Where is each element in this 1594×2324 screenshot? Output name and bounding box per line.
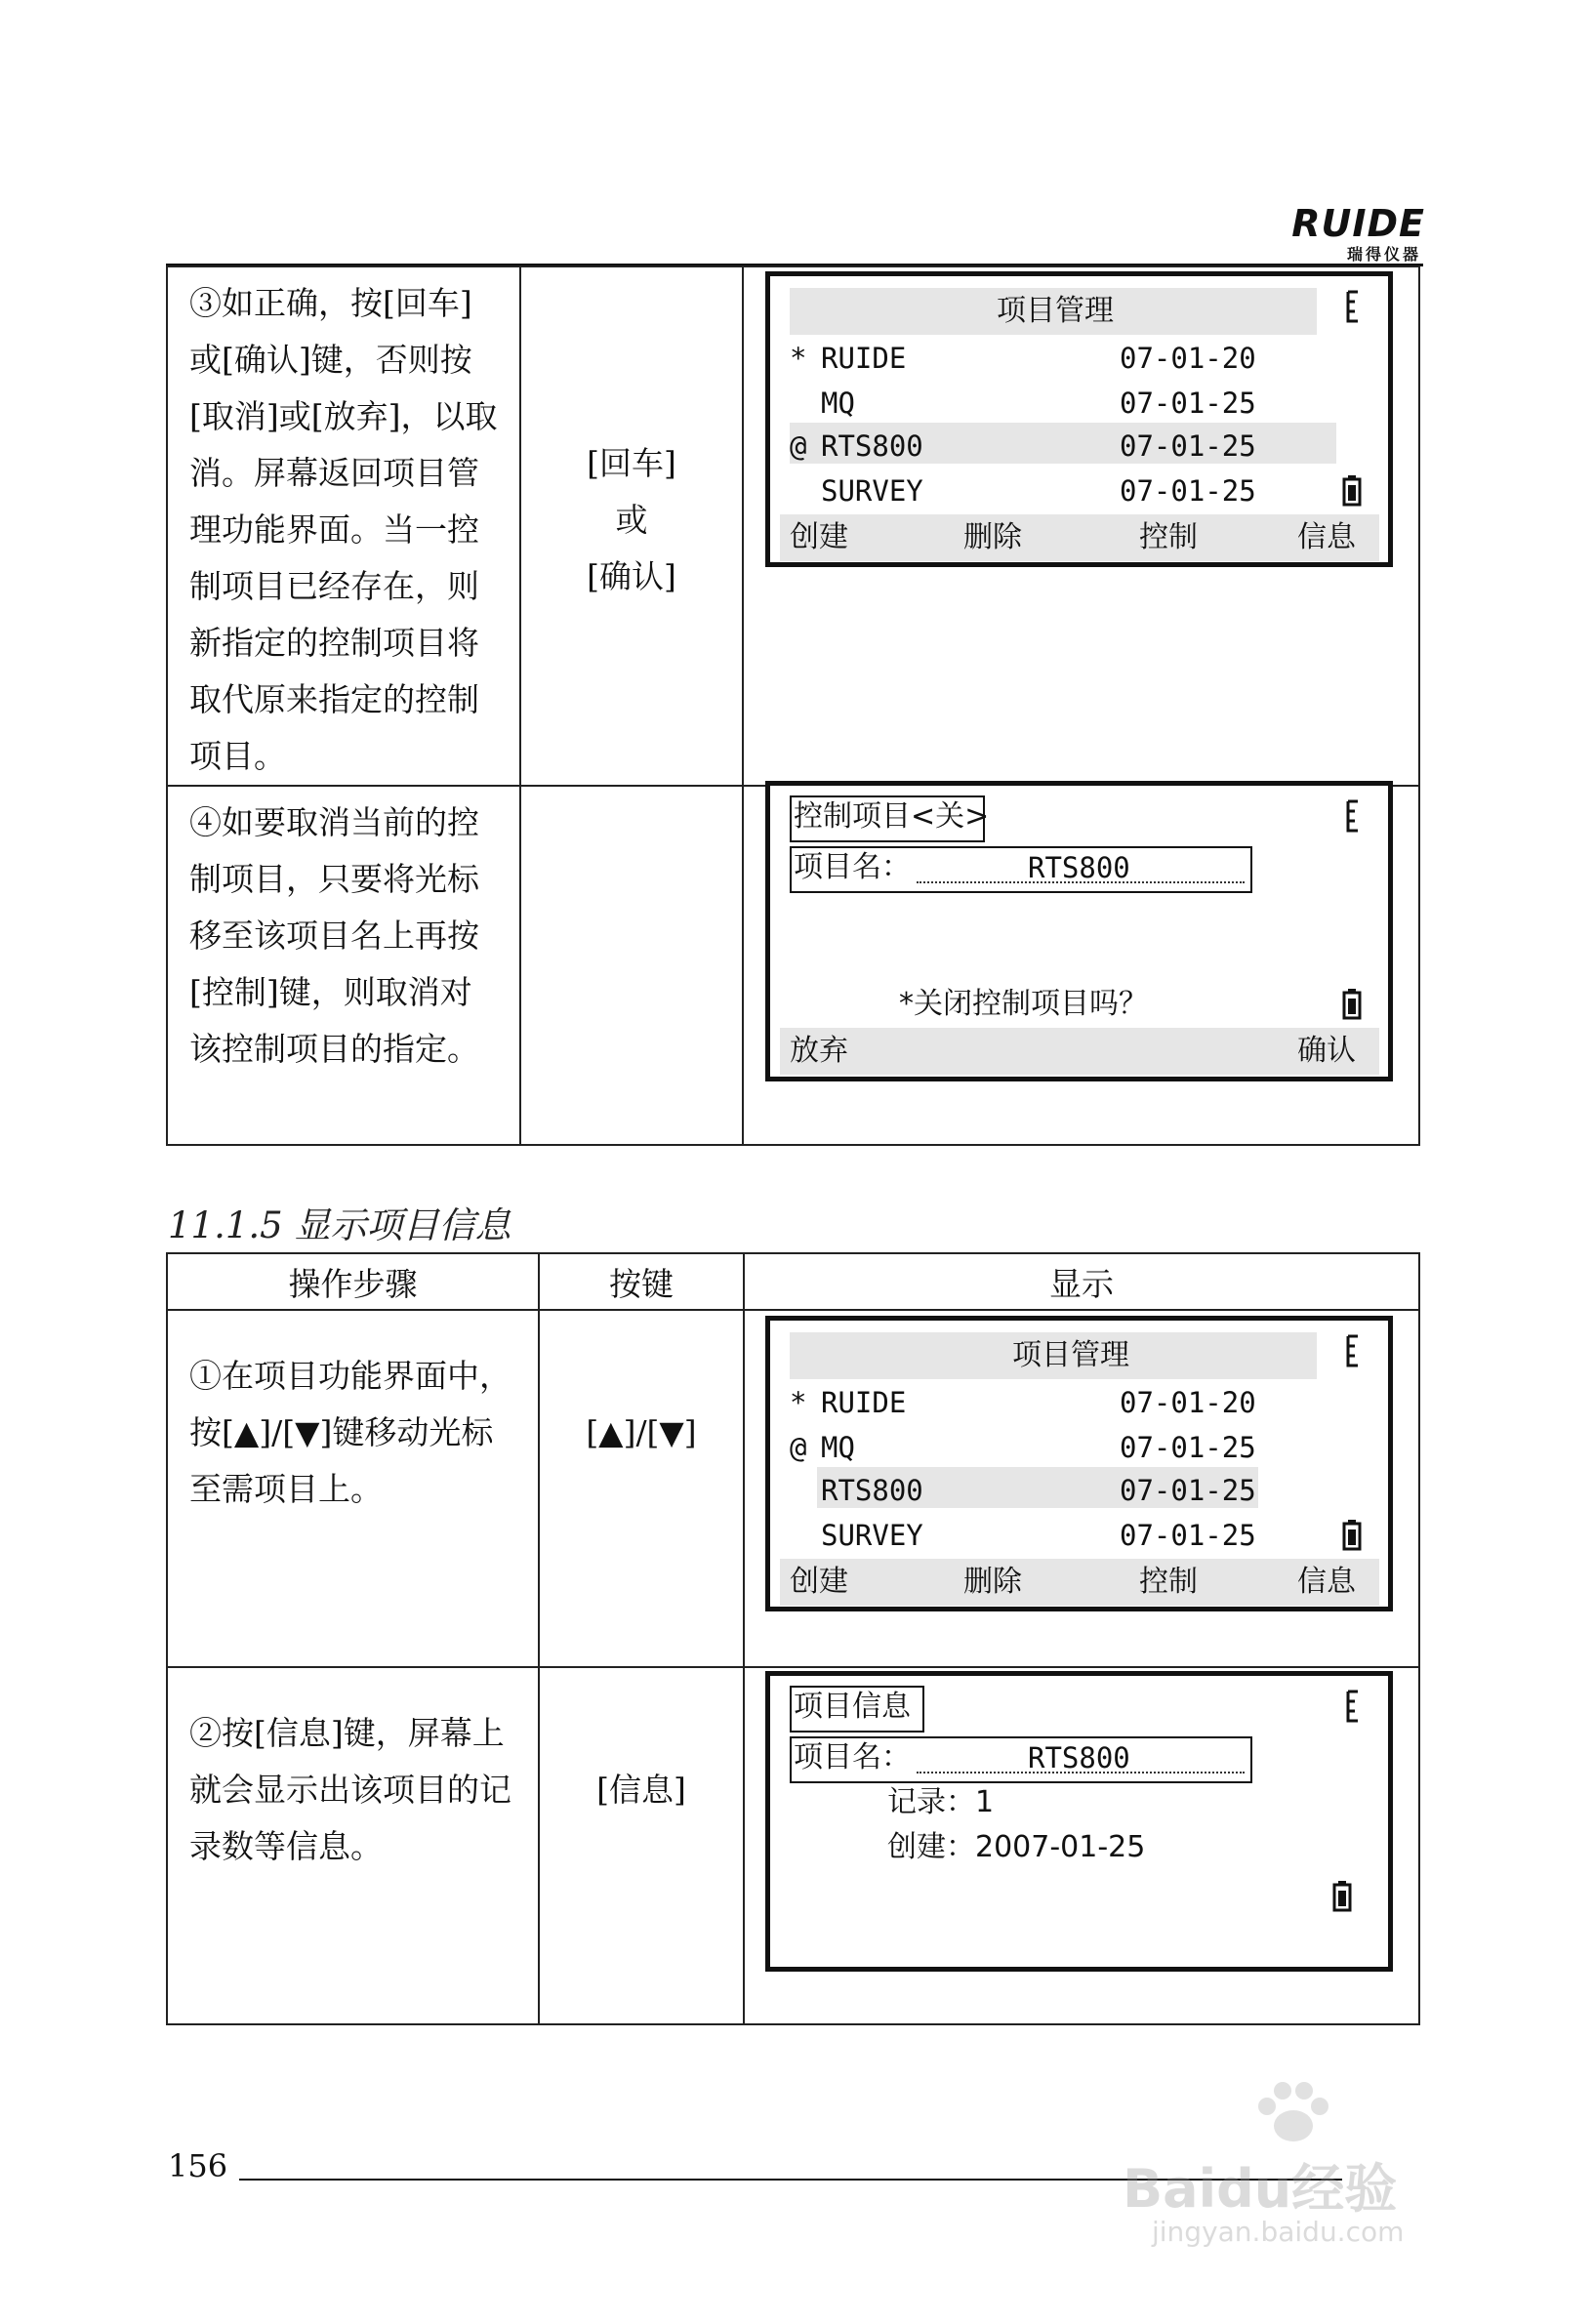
softkey-delete[interactable]: 删除	[963, 1565, 1022, 1599]
softkey-info[interactable]: 信息	[1297, 520, 1356, 554]
softkey-delete[interactable]: 删除	[963, 520, 1022, 554]
page-number: 156	[168, 2147, 228, 2184]
signal-icon	[1346, 1334, 1360, 1367]
softkey-confirm[interactable]: 确认	[1297, 1034, 1356, 1068]
lcd-project-info	[765, 1671, 1393, 1972]
step-text: ④如要取消当前的控制项目，只要将光标移至该项目名上再按[控制]键，则取消对该控制项目的指定。	[189, 803, 479, 1068]
row-name[interactable]: RUIDE	[821, 342, 907, 375]
softkey-bar	[780, 1028, 1379, 1075]
watermark	[1123, 2079, 1493, 2255]
key-cell	[539, 1310, 744, 1667]
row-mark: *	[790, 1386, 807, 1419]
key-cell	[520, 266, 743, 786]
softkey-create[interactable]: 创建	[790, 520, 848, 554]
key-cell	[539, 1667, 744, 2024]
paw-icon	[1249, 2079, 1337, 2147]
row-name[interactable]: RTS800	[821, 429, 923, 463]
field-label: 项目名：	[794, 850, 911, 884]
created-line: 创建：2007-01-25	[887, 1830, 1146, 1864]
softkey-info[interactable]: 信息	[1297, 1565, 1356, 1599]
row-name[interactable]: RUIDE	[821, 1386, 907, 1419]
step-text: ②按[信息]键，屏幕上就会显示出该项目的记录数等信息。	[189, 1714, 511, 1865]
signal-icon	[1346, 799, 1360, 833]
section-title: 11.1.5 显示项目信息	[168, 1204, 511, 1246]
battery-icon	[1332, 1881, 1352, 1912]
brand-logo	[1269, 203, 1425, 264]
brand-name-cn: 瑞得仪器	[1346, 245, 1421, 264]
softkey-create[interactable]: 创建	[790, 1565, 848, 1599]
confirm-prompt: *关闭控制项目吗？	[899, 987, 1148, 1021]
records-line: 记录：1	[887, 1785, 995, 1819]
field-label: 项目名：	[794, 1740, 911, 1774]
row-date: 07-01-25	[1120, 429, 1256, 463]
step-cell	[167, 1667, 539, 2024]
softkey-control[interactable]: 控制	[1139, 1565, 1198, 1599]
softkey-bar	[780, 514, 1379, 561]
row-mark: @	[790, 1431, 807, 1464]
row-date: 07-01-25	[1120, 387, 1256, 420]
header-step: 操作步骤	[167, 1253, 539, 1310]
row-mark: *	[790, 342, 807, 375]
screen-title: 项目信息	[794, 1690, 911, 1724]
softkey-abandon[interactable]: 放弃	[790, 1034, 848, 1068]
field-value: RTS800	[1028, 1741, 1130, 1774]
step-text: ③如正确，按[回车]或[确认]键，否则按[取消]或[放弃]，以取消。屏幕返回项目管理功能界面。当一控制项目已经存在，则新指定的控制项目将取代原来指定的控制项目。	[189, 284, 498, 775]
step-cell	[167, 266, 520, 786]
brand-name: RUIDE	[1291, 202, 1425, 245]
softkey-control[interactable]: 控制	[1139, 520, 1198, 554]
row-name[interactable]: MQ	[821, 1431, 855, 1464]
screen-title: 项目管理	[997, 294, 1114, 328]
battery-icon	[1342, 989, 1362, 1020]
softkey-bar	[780, 1559, 1379, 1606]
watermark-brand: Baidu经验	[1123, 2158, 1398, 2220]
key-line: 或	[615, 501, 648, 539]
key-line: [回车]	[587, 444, 676, 482]
step-cell	[167, 1310, 539, 1667]
watermark-url: jingyan.baidu.com	[1152, 2216, 1405, 2248]
step-text: ①在项目功能界面中，按[▲]/[▼]键移动光标至需项目上。	[189, 1357, 511, 1508]
key-line: [确认]	[587, 557, 676, 595]
lcd-project-management	[765, 271, 1393, 567]
screen-title: 控制项目<关>	[794, 799, 990, 834]
row-date: 07-01-25	[1120, 474, 1256, 508]
row-date: 07-01-25	[1120, 1519, 1256, 1552]
row-name[interactable]: SURVEY	[821, 1519, 923, 1552]
row-mark: @	[790, 429, 807, 463]
row-date: 07-01-25	[1120, 1431, 1256, 1464]
lcd-control-project-off	[765, 781, 1393, 1081]
row-date: 07-01-20	[1120, 1386, 1256, 1419]
row-name[interactable]: MQ	[821, 387, 855, 420]
row-date: 07-01-20	[1120, 342, 1256, 375]
row-name[interactable]: SURVEY	[821, 474, 923, 508]
key-text: [信息]	[596, 1771, 686, 1809]
step-cell	[167, 786, 520, 1145]
key-text: [▲]/[▼]	[586, 1413, 697, 1451]
key-cell	[520, 786, 743, 1145]
lcd-project-management-2	[765, 1316, 1393, 1611]
signal-icon	[1346, 1690, 1360, 1723]
signal-icon	[1346, 290, 1360, 323]
header-key: 按键	[539, 1253, 744, 1310]
battery-icon	[1342, 1520, 1362, 1551]
field-value: RTS800	[1028, 851, 1130, 884]
table-header-row	[167, 1253, 1419, 1310]
row-name[interactable]: RTS800	[821, 1474, 923, 1507]
row-date: 07-01-25	[1120, 1474, 1256, 1507]
battery-icon	[1342, 475, 1362, 507]
header-display: 显示	[744, 1253, 1419, 1310]
screen-title: 项目管理	[1012, 1338, 1129, 1372]
